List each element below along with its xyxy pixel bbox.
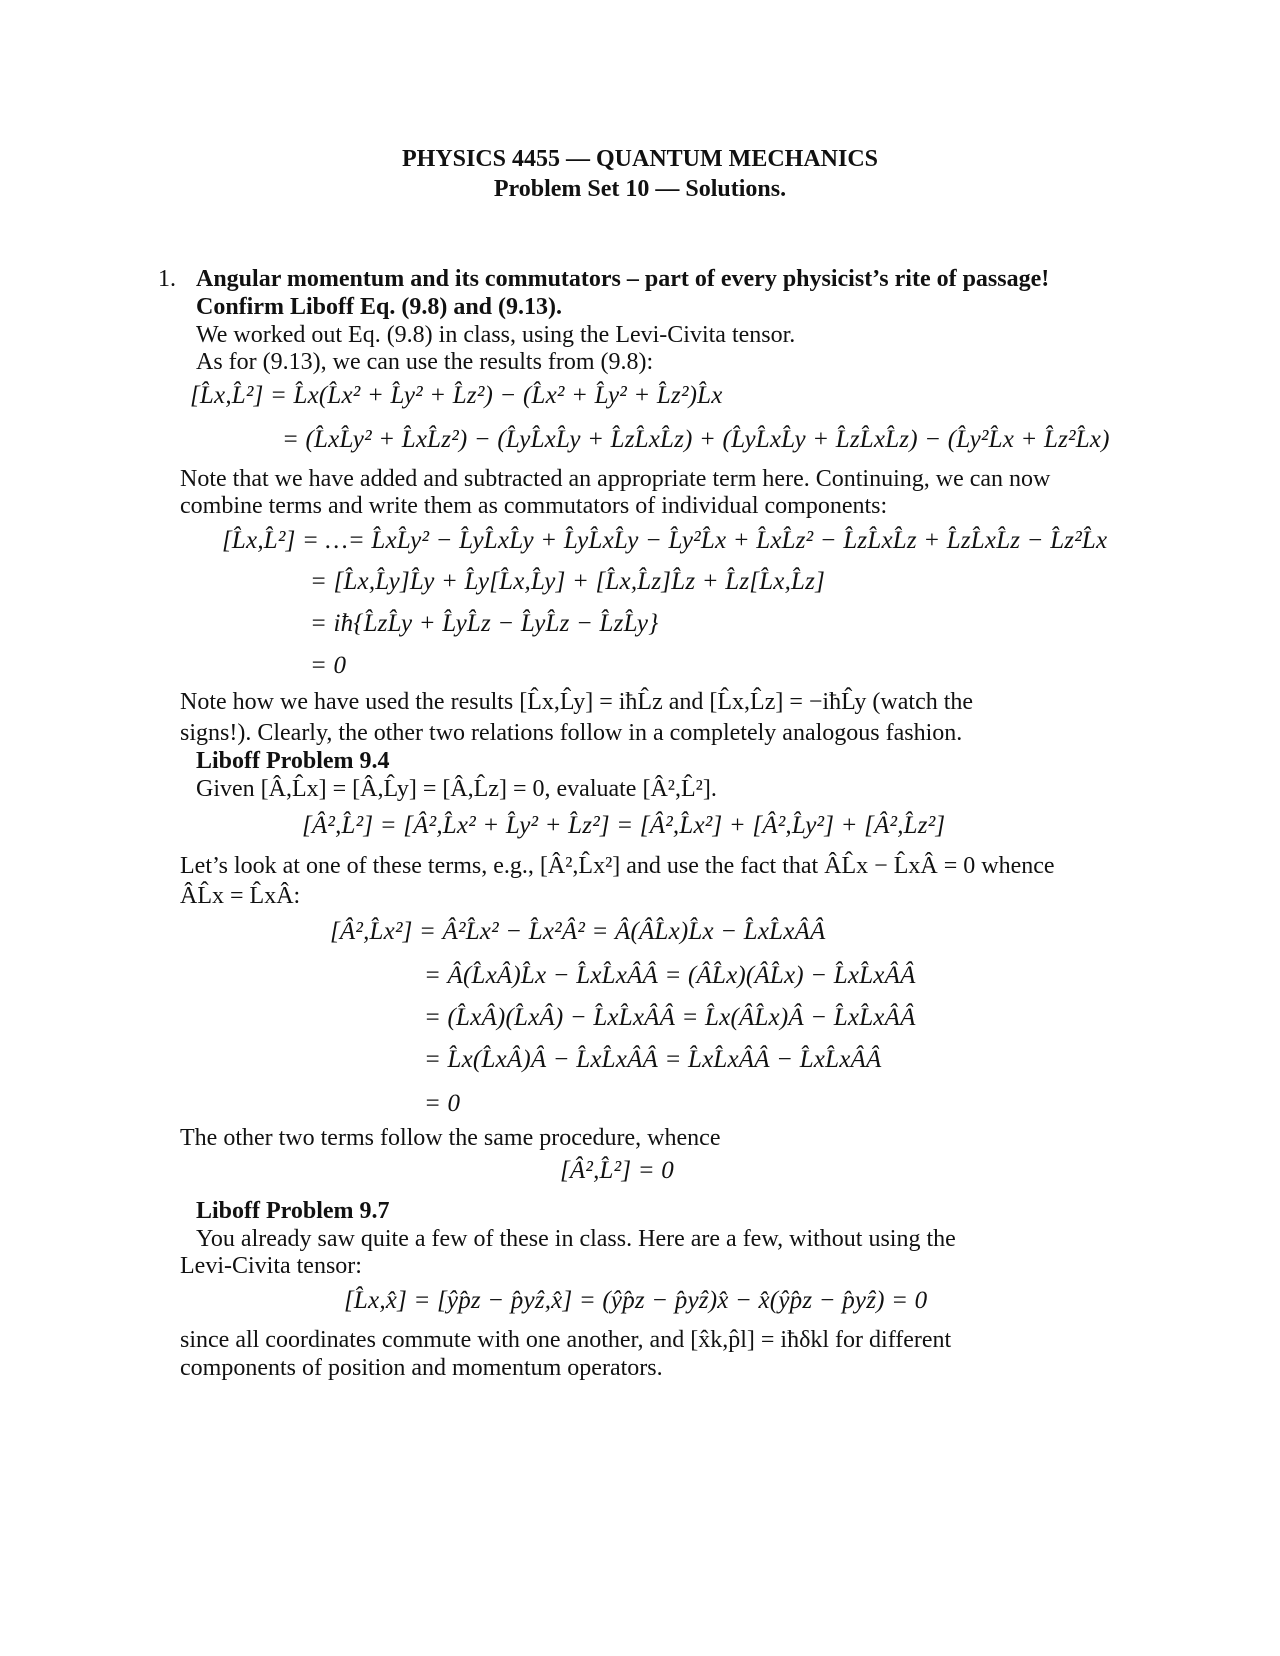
equation-3d: = L̂x(L̂xÂ)Â − L̂xL̂xÂÂ = L̂xL̂xÂÂ − L̂xL̂xÂÂ: [424, 1046, 882, 1073]
problem97-text-line1: You already saw quite a few of these in class. Here are a few, without using the: [196, 1226, 956, 1252]
problem94-result: [Â²,L̂²] = 0: [560, 1157, 674, 1184]
equation-3a: [Â²,L̂x²] = Â²L̂x² − L̂x²Â² = Â(ÂL̂x)L̂x − L̂xL̂xÂÂ: [330, 918, 826, 945]
equation-2c: = iħ{L̂zL̂y + L̂yL̂z − L̂yL̂z − L̂zL̂y}: [310, 610, 659, 637]
problem94-given: Given [Â,L̂x] = [Â,L̂y] = [Â,L̂z] = 0, evaluate [Â²,L̂²].: [196, 776, 717, 802]
equation-2d: = 0: [310, 652, 347, 679]
problem94-heading: Liboff Problem 9.4: [196, 748, 390, 774]
problem94-text-line1: Let’s look at one of these terms, e.g., [Â²,L̂x²] and use the fact that ÂL̂x − L̂xÂ = 0 whence: [180, 853, 1055, 879]
problem97-text-line2: Levi-Civita tensor:: [180, 1253, 362, 1279]
problem97-equation: [L̂x,x̂] = [ŷp̂z − p̂yẑ,x̂] = (ŷp̂z − p̂yẑ)x̂ − x̂(ŷp̂z − p̂yẑ) = 0: [344, 1287, 928, 1314]
problem97-final-line1: since all coordinates commute with one another, and [x̂k,p̂l] = iħδkl for different: [180, 1327, 952, 1353]
problem97-final-line2: components of position and momentum operators.: [180, 1355, 663, 1381]
equation-2b: = [L̂x,L̂y]L̂y + L̂y[L̂x,L̂y] + [L̂x,L̂z]L̂z + L̂z[L̂x,L̂z]: [310, 568, 826, 595]
problem94-text-line2: ÂL̂x = L̂xÂ:: [180, 883, 301, 909]
problem1-title-line2: Confirm Liboff Eq. (9.8) and (9.13).: [196, 294, 563, 320]
problem1-text1: We worked out Eq. (9.8) in class, using the Levi-Civita tensor.: [196, 322, 796, 348]
problem94-equation: [Â²,L̂²] = [Â²,L̂x² + L̂y² + L̂z²] = [Â²,L̂x²] + [Â²,L̂y²] + [Â²,L̂z²]: [302, 812, 946, 839]
problem-number: 1.: [158, 266, 176, 292]
note2-line1: Note how we have used the results [L̂x,L̂y] = iħL̂z and [L̂x,L̂z] = −iħL̂y (watch the: [180, 689, 974, 715]
note1-line2: combine terms and write them as commutators of individual components:: [180, 493, 888, 519]
course-title: PHYSICS 4455 — QUANTUM MECHANICS: [401, 146, 879, 172]
problem-set-subtitle: Problem Set 10 — Solutions.: [493, 176, 787, 202]
equation-1a: [L̂x,L̂²] = L̂x(L̂x² + L̂y² + L̂z²) − (L̂x² + L̂y² + L̂z²)L̂x: [190, 382, 723, 409]
equation-2a: [L̂x,L̂²] = …= L̂xL̂y² − L̂yL̂xL̂y + L̂yL̂xL̂y − L̂y²L̂x + L̂xL̂z² − L̂zL̂xL̂z + L̂zL̂xL̂z − L̂z²L̂x: [222, 527, 1108, 554]
equation-1b: = (L̂xL̂y² + L̂xL̂z²) − (L̂yL̂xL̂y + L̂zL̂xL̂z) + (L̂yL̂xL̂y + L̂zL̂xL̂z) − (L̂y²L̂x + L̂z²L̂x): [282, 426, 1110, 453]
problem94-conclusion: The other two terms follow the same procedure, whence: [180, 1125, 721, 1151]
note2-line2: signs!). Clearly, the other two relations follow in a completely analogous fashion.: [180, 720, 963, 746]
problem1-title-line1: Angular momentum and its commutators – part of every physicist’s rite of passage!: [196, 266, 1050, 292]
problem97-heading: Liboff Problem 9.7: [196, 1198, 390, 1224]
note1-line1: Note that we have added and subtracted an appropriate term here. Continuing, we can now: [180, 466, 1051, 492]
equation-3e: = 0: [424, 1090, 461, 1117]
equation-3c: = (L̂xÂ)(L̂xÂ) − L̂xL̂xÂÂ = L̂x(ÂL̂x)Â − L̂xL̂xÂÂ: [424, 1004, 916, 1031]
equation-3b: = Â(L̂xÂ)L̂x − L̂xL̂xÂÂ = (ÂL̂x)(ÂL̂x) − L̂xL̂xÂÂ: [424, 962, 916, 989]
problem1-text2: As for (9.13), we can use the results from (9.8):: [196, 349, 654, 375]
